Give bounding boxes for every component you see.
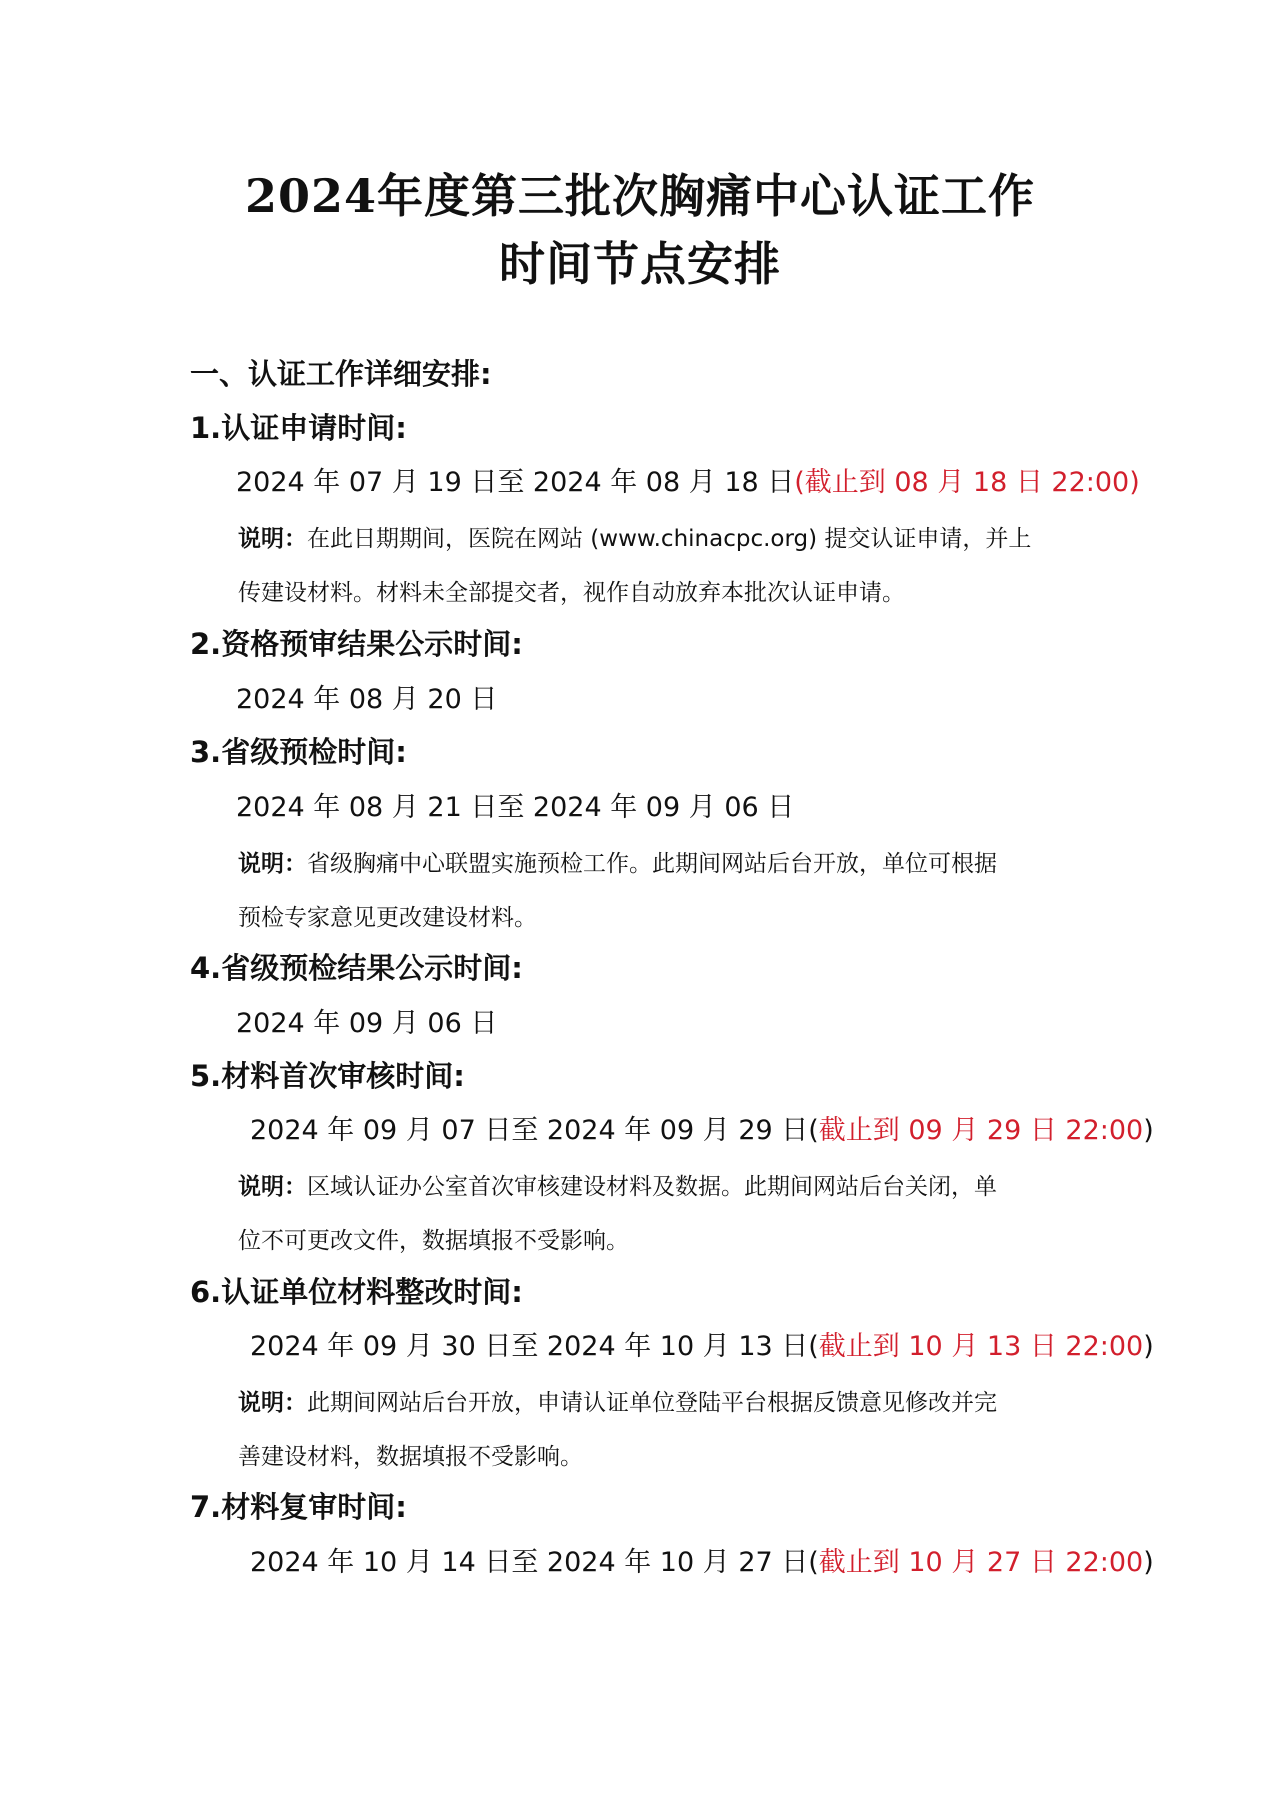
item-4-date: 2024 年 09 月 06 日 xyxy=(236,1008,498,1039)
item-6-note-line1 xyxy=(238,1384,997,1417)
item-5-date xyxy=(250,1108,1154,1147)
section-heading: 一、认证工作详细安排: xyxy=(190,357,492,391)
note-label: 说明： xyxy=(238,1174,307,1200)
item-5-deadline-close: ) xyxy=(1143,1115,1154,1146)
item-4-heading: 4.省级预检结果公示时间: xyxy=(190,951,523,985)
item-6-date-range: 2024 年 09 月 30 日至 2024 年 10 月 13 日( xyxy=(250,1331,819,1362)
item-1-deadline: (截止到 08 月 18 日 22:00) xyxy=(794,467,1140,498)
document-title-line2: 时间节点安排 xyxy=(499,237,781,291)
item-3-note-line1 xyxy=(238,845,997,878)
item-5-note-line1 xyxy=(238,1168,997,1201)
item-5-note-text: 区域认证办公室首次审核建设材料及数据。此期间网站后台关闭，单 xyxy=(307,1174,997,1200)
note-label: 说明： xyxy=(238,526,307,552)
item-2-heading: 2.资格预审结果公示时间: xyxy=(190,627,523,661)
item-7-heading: 7.材料复审时间: xyxy=(190,1490,407,1524)
note-label: 说明： xyxy=(238,851,307,877)
item-7-date-range: 2024 年 10 月 14 日至 2024 年 10 月 27 日( xyxy=(250,1547,819,1578)
item-6-deadline-close: ) xyxy=(1143,1331,1154,1362)
item-1-date xyxy=(236,460,1140,499)
document-title-line1: 2024年度第三批次胸痛中心认证工作 xyxy=(244,169,1036,223)
item-5-deadline: 截止到 09 月 29 日 22:00 xyxy=(818,1115,1144,1146)
item-6-note-line2: 善建设材料，数据填报不受影响。 xyxy=(238,1444,583,1470)
item-7-date xyxy=(250,1540,1154,1579)
item-1-note-line1 xyxy=(238,520,1031,553)
item-3-note-line2: 预检专家意见更改建设材料。 xyxy=(238,905,537,931)
item-3-date: 2024 年 08 月 21 日至 2024 年 09 月 06 日 xyxy=(236,792,795,823)
item-1-date-range: 2024 年 07 月 19 日至 2024 年 08 月 18 日 xyxy=(236,467,795,498)
item-5-date-range: 2024 年 09 月 07 日至 2024 年 09 月 29 日( xyxy=(250,1115,819,1146)
item-1-heading: 1.认证申请时间: xyxy=(190,411,407,445)
item-1-note-line2: 传建设材料。材料未全部提交者，视作自动放弃本批次认证申请。 xyxy=(238,580,905,606)
item-3-note-text: 省级胸痛中心联盟实施预检工作。此期间网站后台开放，单位可根据 xyxy=(307,851,997,877)
note-label: 说明： xyxy=(238,1390,307,1416)
item-6-deadline: 截止到 10 月 13 日 22:00 xyxy=(818,1331,1144,1362)
item-6-heading: 6.认证单位材料整改时间: xyxy=(190,1275,523,1309)
item-2-date: 2024 年 08 月 20 日 xyxy=(236,684,498,715)
item-3-heading: 3.省级预检时间: xyxy=(190,735,407,769)
item-7-deadline-close: ) xyxy=(1143,1547,1154,1578)
item-1-note-text: 在此日期期间，医院在网站 (www.chinacpc.org) 提交认证申请，并上 xyxy=(307,526,1032,552)
item-5-note-line2: 位不可更改文件，数据填报不受影响。 xyxy=(238,1228,629,1254)
item-7-deadline: 截止到 10 月 27 日 22:00 xyxy=(818,1547,1144,1578)
item-6-note-text: 此期间网站后台开放，申请认证单位登陆平台根据反馈意见修改并完 xyxy=(307,1390,997,1416)
item-6-date xyxy=(250,1324,1154,1363)
item-5-heading: 5.材料首次审核时间: xyxy=(190,1059,465,1093)
